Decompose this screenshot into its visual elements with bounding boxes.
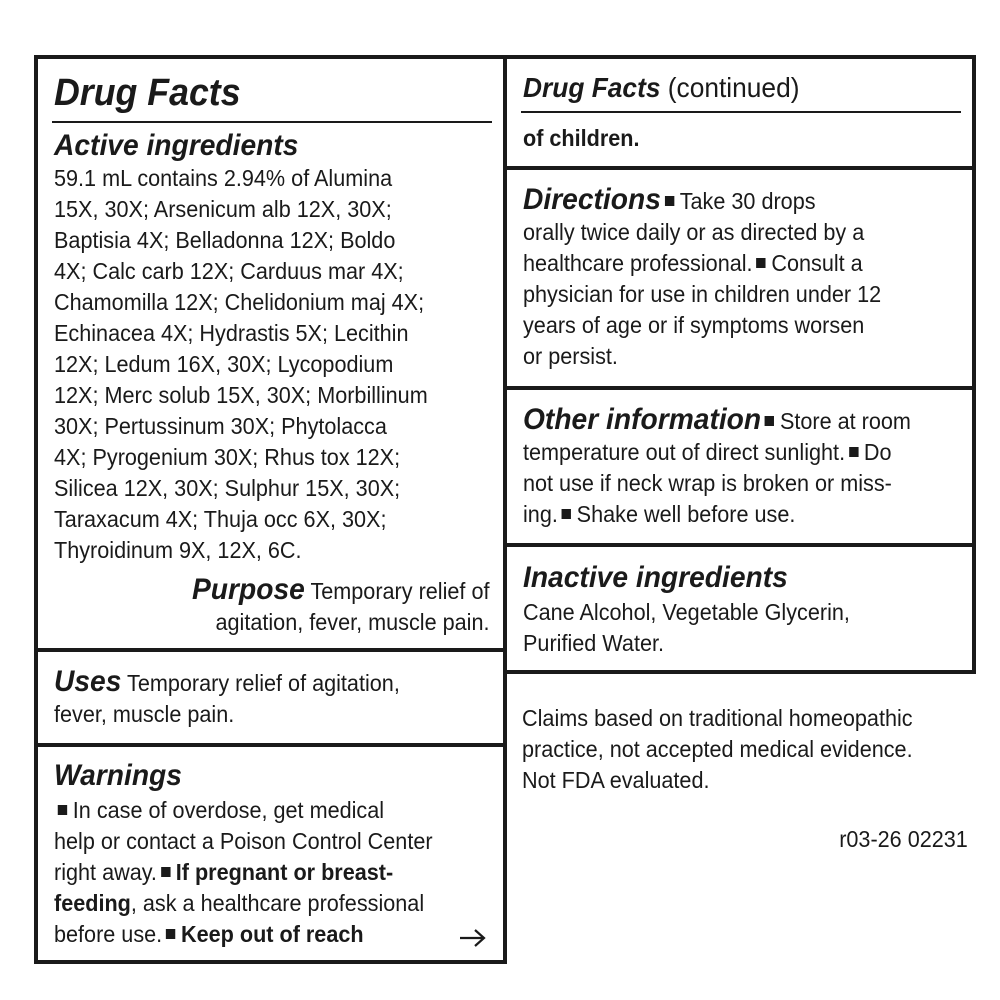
purpose-line-2: agitation, fever, muscle pain.	[214, 609, 489, 635]
claims-line-3: Not FDA evaluated.	[522, 767, 710, 793]
directions-heading: Directions	[523, 183, 661, 216]
active-line: Silicea 12X, 30X; Sulphur 15X, 30X;	[54, 475, 401, 501]
other-information-heading: Other information	[523, 403, 762, 436]
title-rule	[52, 121, 492, 123]
bullet-icon	[166, 929, 175, 939]
claims-disclaimer	[522, 703, 913, 796]
warnings-heading: Warnings	[54, 759, 182, 792]
uses-line-1: Temporary relief of agitation,	[127, 670, 400, 696]
active-line: 15X, 30X; Arsenicum alb 12X, 30X;	[54, 196, 392, 222]
directions-panel	[503, 166, 976, 390]
warnings-line-1: In case of overdose, get medical	[72, 797, 385, 823]
warnings-line-2: help or contact a Poison Control Center	[54, 828, 433, 854]
other-line-4a: ing.	[523, 501, 558, 527]
bullet-icon	[756, 258, 765, 268]
inactive-ingredients-heading: Inactive ingredients	[523, 561, 788, 594]
directions-line-3a: healthcare professional.	[523, 250, 753, 276]
uses-line-2: fever, muscle pain.	[54, 701, 235, 727]
claims-line-2: practice, not accepted medical evidence.	[522, 736, 913, 762]
pregnant-warning: If pregnant or breast-	[175, 859, 394, 885]
inactive-ingredients-panel	[503, 543, 976, 674]
active-line: 4X; Pyrogenium 30X; Rhus tox 12X;	[54, 444, 401, 470]
inactive-line-1: Cane Alcohol, Vegetable Glycerin,	[523, 599, 850, 625]
active-line: 12X; Ledum 16X, 30X; Lycopodium	[54, 351, 394, 377]
active-line: 4X; Calc carb 12X; Carduus mar 4X;	[54, 258, 404, 284]
bullet-icon	[765, 416, 774, 426]
continued-title: Drug Facts	[523, 72, 661, 103]
bullet-icon	[849, 447, 858, 457]
bullet-icon	[58, 805, 67, 815]
active-line: Echinacea 4X; Hydrastis 5X; Lecithin	[54, 320, 409, 346]
purpose-heading: Purpose	[191, 573, 305, 606]
uses-heading: Uses	[54, 665, 122, 698]
purpose-block	[173, 574, 489, 638]
other-line-2a: temperature out of direct sunlight.	[523, 439, 846, 465]
other-information-panel	[503, 386, 976, 547]
active-line: Chamomilla 12X; Chelidonium maj 4X;	[54, 289, 425, 315]
bullet-icon	[161, 867, 170, 877]
arrow-right-icon	[458, 927, 488, 949]
other-line-3: not use if neck wrap is broken or miss-	[523, 470, 892, 496]
purpose-line-1: Temporary relief of	[309, 578, 489, 604]
bullet-icon	[665, 196, 674, 206]
uses-panel	[34, 648, 507, 747]
directions-line-6: or persist.	[523, 343, 618, 369]
warnings-line-5a: before use.	[54, 921, 163, 947]
active-line: 59.1 mL contains 2.94% of Alumina	[54, 165, 393, 191]
continued-suffix: (continued)	[667, 72, 800, 103]
active-line: Baptisia 4X; Belladonna 12X; Boldo	[54, 227, 396, 253]
other-line-2b: Do	[863, 439, 892, 465]
other-line-4b: Shake well before use.	[576, 501, 796, 527]
warnings-panel	[34, 743, 507, 964]
warnings-line-3a: right away.	[54, 859, 157, 885]
directions-line-3b: Consult a	[771, 250, 863, 276]
active-line: Taraxacum 4X; Thuja occ 6X, 30X;	[54, 506, 387, 532]
drug-facts-left-panel	[34, 55, 507, 652]
directions-line-5: years of age or if symptoms worsen	[523, 312, 865, 338]
inactive-line-2: Purified Water.	[523, 630, 664, 656]
drug-facts-continued-panel	[503, 55, 976, 170]
active-line: 12X; Merc solub 15X, 30X; Morbillinum	[54, 382, 428, 408]
active-line: Thyroidinum 9X, 12X, 6C.	[54, 537, 302, 563]
feeding-warning: feeding	[54, 890, 131, 916]
other-line-1: Store at room	[779, 408, 911, 434]
drug-facts-title: Drug Facts	[54, 72, 241, 114]
directions-line-2: orally twice daily or as directed by a	[523, 219, 865, 245]
active-ingredients-list	[54, 163, 428, 566]
claims-line-1: Claims based on traditional homeopathic	[522, 705, 913, 731]
directions-line-1: Take 30 drops	[679, 188, 816, 214]
continued-text: of children.	[523, 125, 640, 151]
directions-line-4: physician for use in children under 12	[523, 281, 882, 307]
keep-out-of-reach: Keep out of reach	[180, 921, 364, 947]
active-ingredients-heading: Active ingredients	[54, 129, 299, 162]
warnings-line-4b: , ask a healthcare professional	[130, 890, 425, 916]
active-line: 30X; Pertussinum 30X; Phytolacca	[54, 413, 387, 439]
label-code: r03-26 02231	[839, 826, 968, 852]
bullet-icon	[562, 509, 571, 519]
continued-rule	[521, 111, 961, 113]
